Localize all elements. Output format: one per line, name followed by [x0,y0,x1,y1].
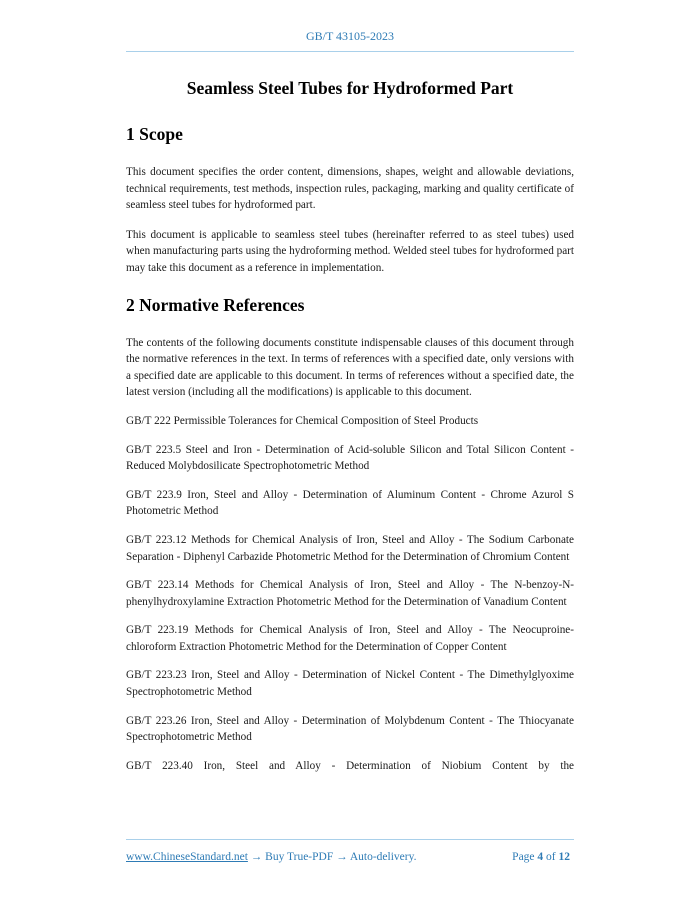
standard-code: GB/T 43105-2023 [305,29,395,43]
document-title: Seamless Steel Tubes for Hydroformed Part [186,78,514,98]
section-heading-scope: 1 Scope [126,124,183,144]
page-total: 12 [558,851,570,863]
reference-item: GB/T 223.5 Steel and Iron - Determination of Acid-soluble Silicon and Total Silicon Content - Reduced Molybdosilicate Spectrophotometric Method [126,443,574,473]
reference-item: GB/T 223.40 Iron, Steel and Alloy - Determination of Niobium Content by the [126,759,574,772]
reference-item: GB/T 223.9 Iron, Steel and Alloy - Determination of Aluminum Content - Chrome Azurol S Photometric Method [126,488,574,518]
footer-promo [126,849,416,865]
page-label: Page [512,851,538,863]
scope-paragraph-1: This document specifies the order content, dimensions, shapes, weight and allowable deviations, technical requirements, test methods, inspection rules, packaging, marking and quality certificate of seamless steel tubes for hydroformed part. [126,166,574,212]
footer-promo-text: → Buy True-PDF → Auto-delivery. [247,851,417,863]
chinesestandard-link[interactable]: www.ChineseStandard.net [126,851,248,863]
section-heading-normative-references: 2 Normative References [126,294,305,315]
scope-paragraph-2: This document is applicable to seamless steel tubes (hereinafter referred to as steel tubes) used when manufacturing parts using the hydroforming method. Welded steel tubes for hydroformed part may take this document as a reference in implementation. [126,228,574,274]
footer-divider [126,839,574,840]
page-header [126,28,574,44]
document-body [126,76,574,774]
header-divider [126,51,574,52]
page-indicator [512,849,570,865]
reference-item: GB/T 223.19 Methods for Chemical Analysis of Iron, Steel and Alloy - The Neocuproine-chloroform Extraction Photometric Method for the Determination of Copper Content [126,624,574,653]
reference-item: GB/T 223.14 Methods for Chemical Analysis of Iron, Steel and Alloy - The N-benzoy-N-phenylhydroxylamine Extraction Photometric Method for the Determination of Vanadium Content [126,579,574,608]
normative-references-intro: The contents of the following documents constitute indispensable clauses of this document through the normative references in the text. In terms of references with a specified date, only versions with a specified date are applicable to this document. In terms of references without a specified date, the latest version (including all the modifications) is applicable to this document. [126,336,574,399]
page-of-label: of [543,851,559,863]
page-current: 4 [537,851,544,863]
reference-item: GB/T 223.12 Methods for Chemical Analysis of Iron, Steel and Alloy - The Sodium Carbonate Separation - Diphenyl Carbazide Photometric Method for the Determination of Chromium Content [126,533,574,563]
reference-item: GB/T 223.26 Iron, Steel and Alloy - Determination of Molybdenum Content - The Thiocyanate Spectrophotometric Method [126,714,574,744]
reference-item: GB/T 222 Permissible Tolerances for Chemical Composition of Steel Products [126,414,479,427]
reference-item: GB/T 223.23 Iron, Steel and Alloy - Determination of Nickel Content - The Dimethylglyoxime Spectrophotometric Method [126,669,574,699]
